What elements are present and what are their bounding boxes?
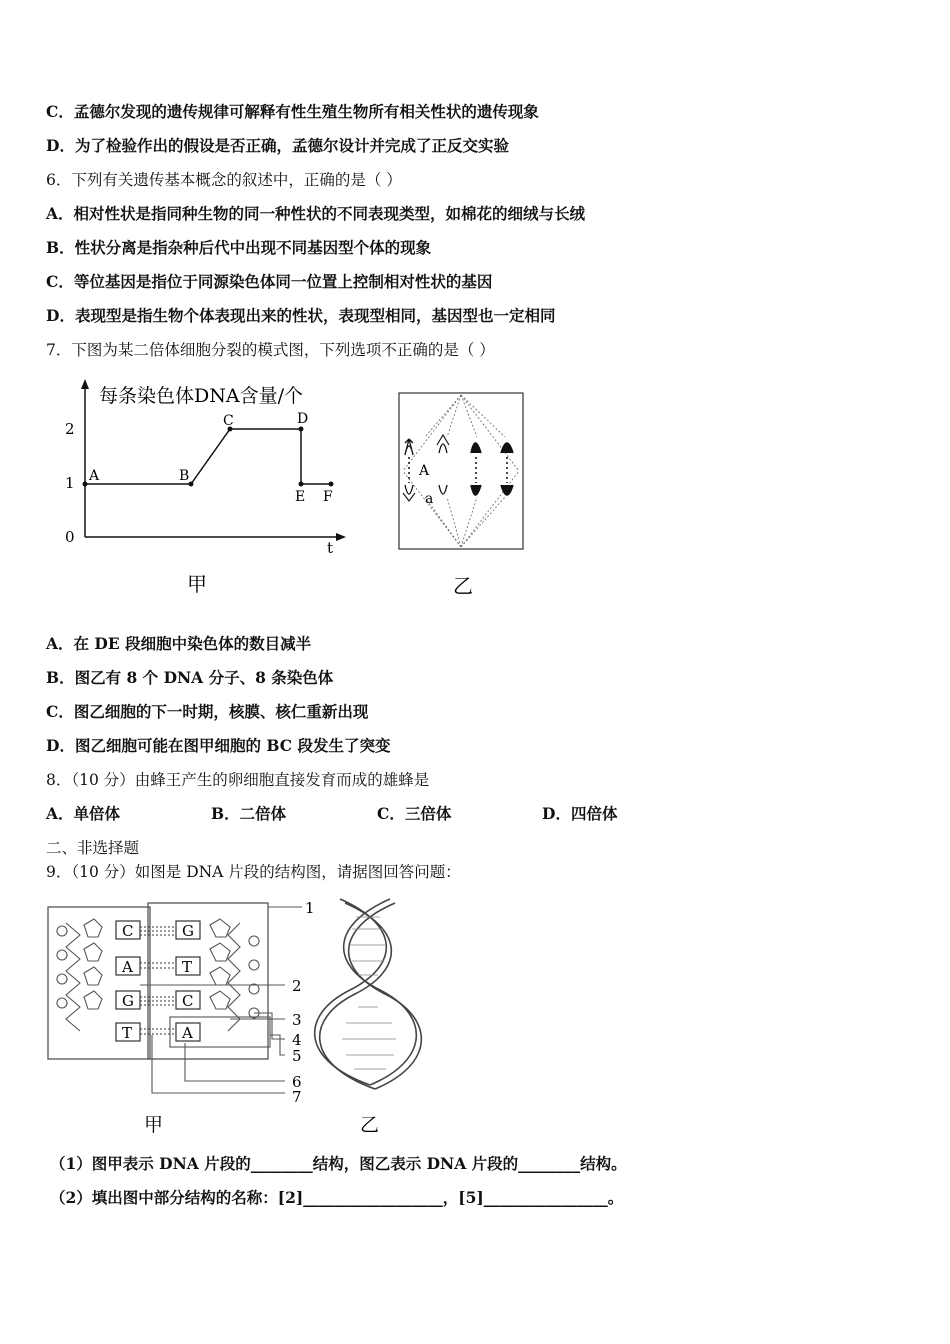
label-2: 2: [292, 977, 302, 995]
jia-point-a: A: [89, 468, 100, 484]
base-left-2: A: [122, 958, 133, 976]
jia-point-e: E: [295, 489, 306, 505]
q7-option-c: C．图乙细胞的下一时期，核膜、核仁重新出现: [46, 702, 369, 721]
base-right-2: T: [182, 958, 193, 976]
base-right-3: C: [182, 992, 194, 1010]
jia-point-d: D: [297, 411, 309, 427]
q9-subquestion-1: （1）图甲表示 DNA 片段的________结构，图乙表示 DNA 片段的________结构。: [50, 1154, 627, 1173]
base-left-4: T: [122, 1024, 133, 1042]
jia-tick-1: 1: [65, 474, 75, 492]
double-helix: [315, 899, 422, 1089]
jia-x-label: t: [327, 539, 334, 557]
q8-stem: 8．（10 分）由蜂王产生的卵细胞直接发育而成的雄蜂是: [46, 771, 430, 789]
q7-option-b: B．图乙有 8 个 DNA 分子、8 条染色体: [46, 668, 334, 687]
q8-option-a: A．单倍体: [46, 804, 121, 823]
q9-subquestion-2: （2）填出图中部分结构的名称：[2]__________________，[5]________________。: [50, 1188, 624, 1207]
label-7: 7: [292, 1088, 302, 1106]
q6-option-a: A．相对性状是指同种生物的同一种性状的不同表现类型，如棉花的细绒与长绒: [46, 204, 586, 223]
q5-option-c: C．孟德尔发现的遗传规律可解释有性生殖生物所有相关性状的遗传现象: [46, 102, 539, 121]
q6-option-d: D．表现型是指生物个体表现出来的性状，表现型相同，基因型也一定相同: [46, 306, 556, 325]
q6-option-b: B．性状分离是指杂种后代中出现不同基因型个体的现象: [46, 238, 432, 257]
jia-caption: 甲: [187, 572, 207, 596]
label-4: 4: [292, 1031, 302, 1049]
jia-point-f: F: [323, 489, 333, 505]
caption-jia: 甲: [144, 1114, 164, 1136]
base-right-1: G: [182, 922, 194, 940]
label-1: 1: [305, 899, 315, 917]
q8-option-b: B．二倍体: [211, 804, 287, 823]
jia-curve: [85, 429, 331, 484]
base-right-4: A: [182, 1024, 193, 1042]
caption-yi: 乙: [360, 1114, 380, 1136]
yi-caption: 乙: [453, 574, 473, 598]
q6-option-c: C．等位基因是指位于同源染色体同一位置上控制相对性状的基因: [46, 272, 493, 291]
q9-stem: 9．（10 分）如图是 DNA 片段的结构图，请据图回答问题：: [46, 863, 461, 881]
jia-point-c: C: [223, 413, 234, 429]
q8-option-d: D．四倍体: [542, 804, 618, 823]
section-title: 二、非选择题: [46, 839, 140, 857]
q6-stem: 6．下列有关遗传基本概念的叙述中，正确的是（ ）: [46, 171, 402, 189]
q9-dna-figure: [40, 895, 460, 1145]
jia-point-b: B: [179, 468, 190, 484]
label-3: 3: [292, 1011, 302, 1029]
base-left-1: C: [122, 922, 134, 940]
label-6: 6: [292, 1073, 302, 1091]
q7-option-d: D．图乙细胞可能在图甲细胞的 BC 段发生了突变: [46, 736, 391, 755]
q5-option-d: D．为了检验作出的假设是否正确，孟德尔设计并完成了正反交实验: [46, 136, 509, 155]
q8-option-c: C．三倍体: [377, 804, 452, 823]
jia-tick-2: 2: [65, 420, 75, 438]
yi-gene-lower: a: [425, 491, 434, 507]
q7-figure-yi: [395, 385, 545, 615]
jia-tick-0: 0: [65, 528, 75, 546]
label-5: 5: [292, 1047, 302, 1065]
jia-title: 每条染色体DNA含量/个: [99, 385, 303, 407]
q7-option-a: A．在 DE 段细胞中染色体的数目减半: [46, 634, 312, 653]
base-left-3: G: [122, 992, 134, 1010]
yi-gene-upper: A: [419, 463, 430, 479]
q7-figure-jia: [55, 375, 365, 605]
q7-stem: 7．下图为某二倍体细胞分裂的模式图，下列选项不正确的是（ ）: [46, 341, 495, 359]
